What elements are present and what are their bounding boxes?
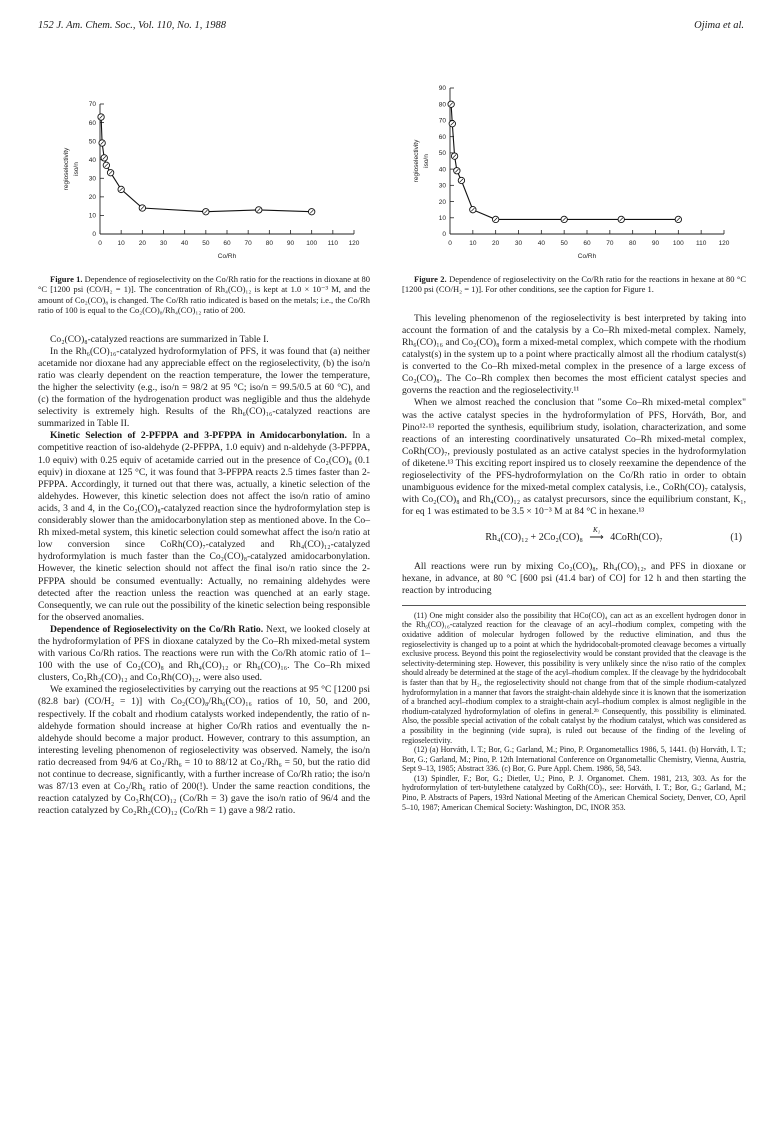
y-tick-label: 40 xyxy=(88,156,96,164)
x-tick-label: 30 xyxy=(159,240,168,247)
paragraph: In the Rh₆(CO)₁₆-catalyzed hydroformylation of PFS, it was found that (a) neither acetamide nor dioxane had any appreciable effect on the regioselectivity, (b) the iso/n ratio was clearly dependent on the reaction temperature, the lower the temperature, the higher the selectivity (e.g., iso/n = 98/2 at 95 °C; iso/n = 99.5/0.5 at 60 °C), and (c) the formation of the hydrogenation product was negligible and thus the aldehyde selectivity is extremely high. Results of the Rh₆(CO)₁₆-catalyzed reactions are summarized in Table II. xyxy=(38,345,370,430)
series-line xyxy=(101,117,312,212)
section-heading: Dependence of Regioselectivity on the Co/Rh Ratio. xyxy=(50,623,264,635)
x-tick-label: 30 xyxy=(514,240,523,247)
y-tick-label: 60 xyxy=(438,133,446,141)
footnote-divider xyxy=(402,605,746,606)
x-tick-label: 70 xyxy=(244,240,252,247)
y-tick-label: 0 xyxy=(442,231,446,239)
x-tick-label: 90 xyxy=(286,240,295,247)
x-tick-label: 100 xyxy=(306,240,318,247)
x-tick-label: 40 xyxy=(537,240,545,247)
footnote: (13) Spindler, F.; Bor, G.; Dietler, U.; Pino, P. J. Organomet. Chem. 1981, 213, 303. As for the hydroformylation of tert-butylethene catalyzed by CoRh(CO)₇, see: Horváth, I. T.; Bor, G.; Garland, M.; Pino, P. Abstracts of Papers, 193rd National Meeting of the American Chemical Society, Denver, CO, April 5–10, 1987; American Chemical Society: Washington, DC, INOR 353. xyxy=(402,773,746,812)
x-tick-label: 0 xyxy=(98,240,102,247)
footnote: (12) (a) Horváth, I. T.; Bor, G.; Garland, M.; Pino, P. Organometallics 1986, 5, 1441. (b) Horváth, I. T.; Bor, G.; Garland, M.; Pino, P. 12th International Conference on Organometallic Chemistry, Vienna, Austria, Sept 9–13, 1985; Abstract 336. (c) Bor, G. Pure Appl. Chem. 1986, 58, 543. xyxy=(402,745,746,774)
y-axis-label-unit: iso/n xyxy=(423,154,430,168)
paragraph: When we almost reached the conclusion that "some Co–Rh mixed-metal complex" was the active catalyst species in the hydroformylation of PFS, Horváth, Bor, and Pino¹²·¹³ reported the synthesis, equilibrium study, isolation, characterization, and some reactions of an interesting coordinatively unsaturated Co–Rh mixed-metal complex, CoRh(CO)₇, previously postulated as an active catalyst species in the hydroformylation of diketene.¹³ This exciting report inspired us to closely reexamine the dependence of the regioselectivity of the PFS-hydroformylation on the Co/Rh ratio in order to obtain unambiguous evidence for the mixed-metal complex catalysis, i.e., CoRh(CO)₇ catalysis, with Co₂(CO)₈ and Rh₄(CO)₁₂ as catalyst precursors, since the equilibrium constant, K₁, for eq 1 was estimated to be 3.5 × 10⁻³ M at 84 °C in hexane.¹³ xyxy=(402,397,746,518)
y-tick-label: 50 xyxy=(88,138,96,146)
figure-2-caption: Figure 2. Dependence of regioselectivity on the Co/Rh ratio for the reactions in hexane at 80 °C [1200 psi (CO/H₂ = 1)]. For other conditions, see the caption for Figure 1. xyxy=(402,274,746,295)
x-tick-label: 70 xyxy=(606,240,614,247)
footnote: (11) One might consider also the possibility that HCo(CO)₄ can act as an excellent hydrogen donor in the Rh₆(CO)₁₆-catalyzed reaction for the cleavage of an acyl–rhodium complex, competing with the oxidative addition of molecular hydrogen followed by the reductive elimination, and thus the regioselectivity is changed up to a point at which the hydridocobalt-promoted cleavage becomes a virtually exclusive process. Beyond this point the regioselectivity would be constant provided that the cleavage is the selectivity-determining step. However, this possibility is very unlikely since the n/iso ratio of the complex should already be determined at the stage of the acyl–rhodium complex. If the cleavage by the hydridocobalt is faster than that by H₂, the regioselectivity should not change from that of the simple rhodium-catalyzed hydroformylation in a manner that favors the straight-chain aldehyde since it is known that the isomerization of a branched acyl–rhodium complex to a straight-chain acyl–rhodium complex is almost negligible in the rhodium-catalyzed hydroformylation of olefins in general.²ᵇ Consequently, this possibility is eliminated. Also, the possible special activation of the cobalt catalyst by the rhodium catalyst, which was considered as a possibility in the beginning (vide supra), is ruled out because of the finding of the leveling of regioselectivity. xyxy=(402,610,746,745)
y-tick-label: 0 xyxy=(92,231,96,239)
x-tick-label: 20 xyxy=(138,240,146,247)
y-tick-label: 80 xyxy=(438,101,446,109)
x-tick-label: 60 xyxy=(583,240,591,247)
x-tick-label: 10 xyxy=(117,240,125,247)
series-line xyxy=(451,104,678,219)
running-header-authors: Ojima et al. xyxy=(694,20,744,31)
y-tick-label: 40 xyxy=(438,166,446,174)
x-axis-label: Co/Rh xyxy=(577,253,597,260)
x-tick-label: 50 xyxy=(202,240,210,247)
left-column xyxy=(38,96,370,817)
y-axis-label: regioselectivity xyxy=(413,139,420,183)
paragraph: Kinetic Selection of 2-PFPPA and 3-PFPPA in Amidocarbonylation. In a competitive reaction of iso-aldehyde (2-PFPPA, 1.0 equiv) and n-aldehyde (3-PFPPA, 1.0 equiv) with 0.25 equiv of acetamide carried out in the presence of Co₂(CO)₈ (0.1 equiv) in dioxane at 125 °C, it was found that 3-PFPPA reacts 2.5 times faster than 2-PFPPA. Accordingly, it turned out that there was, actually, a kinetic selection of the aldehydes. However, this kinetic selection does not affect the iso/n ratio of amino acids, 3 and 4, in the Co₂(CO)₈-catalyzed reaction since the hydroformylation step is considerably slower than the amidocarbonylation step as mentioned above. In the Co–Rh mixed-metal system, this kinetic selection could somewhat affect the iso/n ratio at low conversion since CoRh(CO)₇-catalyzed and Rh₄(CO)₁₂-catalyzed hydroformylation is much faster than the Co₂(CO)₈-catalyzed amidocarbonylation. However, the kinetic selection should not affect the final iso/n ratio since the 2-PFPPA should be consumed eventually: Actually, no remaining aldehydes were detected after the reaction unless the reaction was quenched at an early stage. Consequently, we can rule out the possibility of the kinetic selection being responsible for the observed anomalies. xyxy=(38,430,371,623)
x-tick-label: 90 xyxy=(651,240,660,247)
y-tick-label: 20 xyxy=(88,194,96,202)
equation-rhs: 4CoRh(CO)₇ xyxy=(610,532,663,544)
arrow-icon: ⟶ xyxy=(589,532,604,544)
y-tick-label: 70 xyxy=(88,101,96,109)
x-tick-label: 60 xyxy=(223,240,231,247)
x-tick-label: 120 xyxy=(348,240,360,247)
figure-2-plot xyxy=(402,80,746,266)
paragraph: This leveling phenomenon of the regioselectivity is best interpreted by taking into account the formation of and the catalysis by a Co–Rh mixed-metal complex. Namely, Rh₆(CO)₁₆ and Co₂(CO)₈ form a mixed-metal complex, which compete with the rhodium catalyst(s) in the system up to a point where practically almost all the rhodium catalyst(s) is converted to the Co–Rh mixed-metal complex in the presence of a large excess of Co₂(CO)₈. The Co–Rh complex then becomes the most efficient catalyst species and governs the reaction and the regioselectivity.¹¹ xyxy=(402,312,746,397)
equilibrium-arrow xyxy=(589,526,604,544)
equation-lhs: Rh₄(CO)₁₂ + 2Co₂(CO)₈ xyxy=(485,532,583,544)
y-tick-label: 60 xyxy=(88,119,96,127)
y-tick-label: 90 xyxy=(438,85,446,93)
y-tick-label: 70 xyxy=(438,117,446,125)
equilibrium-constant: K₁ xyxy=(593,526,601,535)
paragraph: All reactions were run by mixing Co₂(CO)₈, Rh₄(CO)₁₂, and PFS in dioxane or hexane, in advance, at 80 °C [600 psi (41.4 bar) of CO] for 12 h and then starting the reaction by introducing xyxy=(402,560,746,596)
x-tick-label: 20 xyxy=(492,240,500,247)
y-axis-label: regioselectivity xyxy=(63,147,70,191)
figure-1-plot xyxy=(38,96,370,266)
x-tick-label: 80 xyxy=(265,240,273,247)
y-tick-label: 10 xyxy=(438,214,446,222)
paragraph: Co₂(CO)₈-catalyzed reactions are summarized in Table I. xyxy=(50,333,269,345)
x-tick-label: 10 xyxy=(469,240,477,247)
x-axis-label: Co/Rh xyxy=(217,253,237,260)
figure-1-caption: Figure 1. Dependence of regioselectivity on the Co/Rh ratio for the reactions in dioxane at 80 °C [1200 psi (CO/H₂ = 1)]. The concentration of Rh₄(CO)₁₂ is kept at 1.0 × 10⁻³ M, and the amount of Co₂(CO)₈ is changed. The Co/Rh ratio indicated is based on the metals; i.e., the Co/Rh ratio of 100 is equal to the Co₂(CO)₈/Rh₄(CO)₁₂ ratio of 200. xyxy=(38,274,370,316)
x-tick-label: 40 xyxy=(181,240,189,247)
y-axis-label-unit: iso/n xyxy=(73,162,80,176)
equation-1 xyxy=(402,526,746,544)
y-tick-label: 50 xyxy=(438,150,446,158)
right-column xyxy=(402,80,746,812)
x-tick-label: 100 xyxy=(672,240,684,247)
section-heading: Kinetic Selection of 2-PFPPA and 3-PFPPA in Amidocarbonylation. xyxy=(50,430,347,442)
y-tick-label: 30 xyxy=(88,175,96,183)
paragraph: We examined the regioselectivities by carrying out the reactions at 95 °C [1200 psi (82.8 bar) (CO/H₂ = 1)] with Co₂(CO)₈/Rh₆(CO)₁₆ ratios of 10, 50, and 200, respectively. If the cobalt and rhodium catalysts worked independently, the ratio of n-aldehyde formation should increase at higher Co/Rh ratios and eventually the n-aldehyde should become a major product. However, contrary to this assumption, an interesting leveling phenomenon of regioselectivity was observed. Namely, the iso/n ratio decreased from 94/6 at Co₂/Rh₆ = 10 to 88/12 at Co₂/Rh₆ = 50, but the ratio did not continue to decrease, significantly, with a further increase of Co/Rh ratio; the iso/n was 87/13 even at Co₂/Rh₆ ratio of 200(!). Under the same reaction conditions, the reaction catalyzed by Co₃Rh(CO)₁₂ (Co/Rh = 3) gave the iso/n ratio of 96/4 and the reaction catalyzed by Co₂Rh₂(CO)₁₂ (Co/Rh = 1) gave a 98/2 ratio. xyxy=(38,684,370,817)
x-tick-label: 50 xyxy=(560,240,568,247)
y-tick-label: 10 xyxy=(88,212,96,220)
x-tick-label: 120 xyxy=(718,240,730,247)
x-tick-label: 0 xyxy=(448,240,452,247)
x-tick-label: 110 xyxy=(695,240,707,247)
running-header: 152 J. Am. Chem. Soc., Vol. 110, No. 1, 1988 xyxy=(38,20,227,31)
paragraph: Dependence of Regioselectivity on the Co/Rh Ratio. Next, we looked closely at the hydroformylation of PFS in dioxane catalyzed by the Co–Rh mixed-metal system with various Co/Rh ratios. The reactions were run with the Co/Rh atomic ratio of 1–100 with the use of Co₂(CO)₈ and Rh₄(CO)₁₂ or Rh₆(CO)₁₆. The Co–Rh mixed clusters, Co₂Rh₂(CO)₁₂ and Co₃Rh(CO)₁₂, were also used. xyxy=(38,623,370,684)
y-tick-label: 20 xyxy=(438,198,446,206)
y-tick-label: 30 xyxy=(438,182,446,190)
x-tick-label: 110 xyxy=(327,240,339,247)
x-tick-label: 80 xyxy=(629,240,637,247)
equation-number: (1) xyxy=(730,532,742,544)
